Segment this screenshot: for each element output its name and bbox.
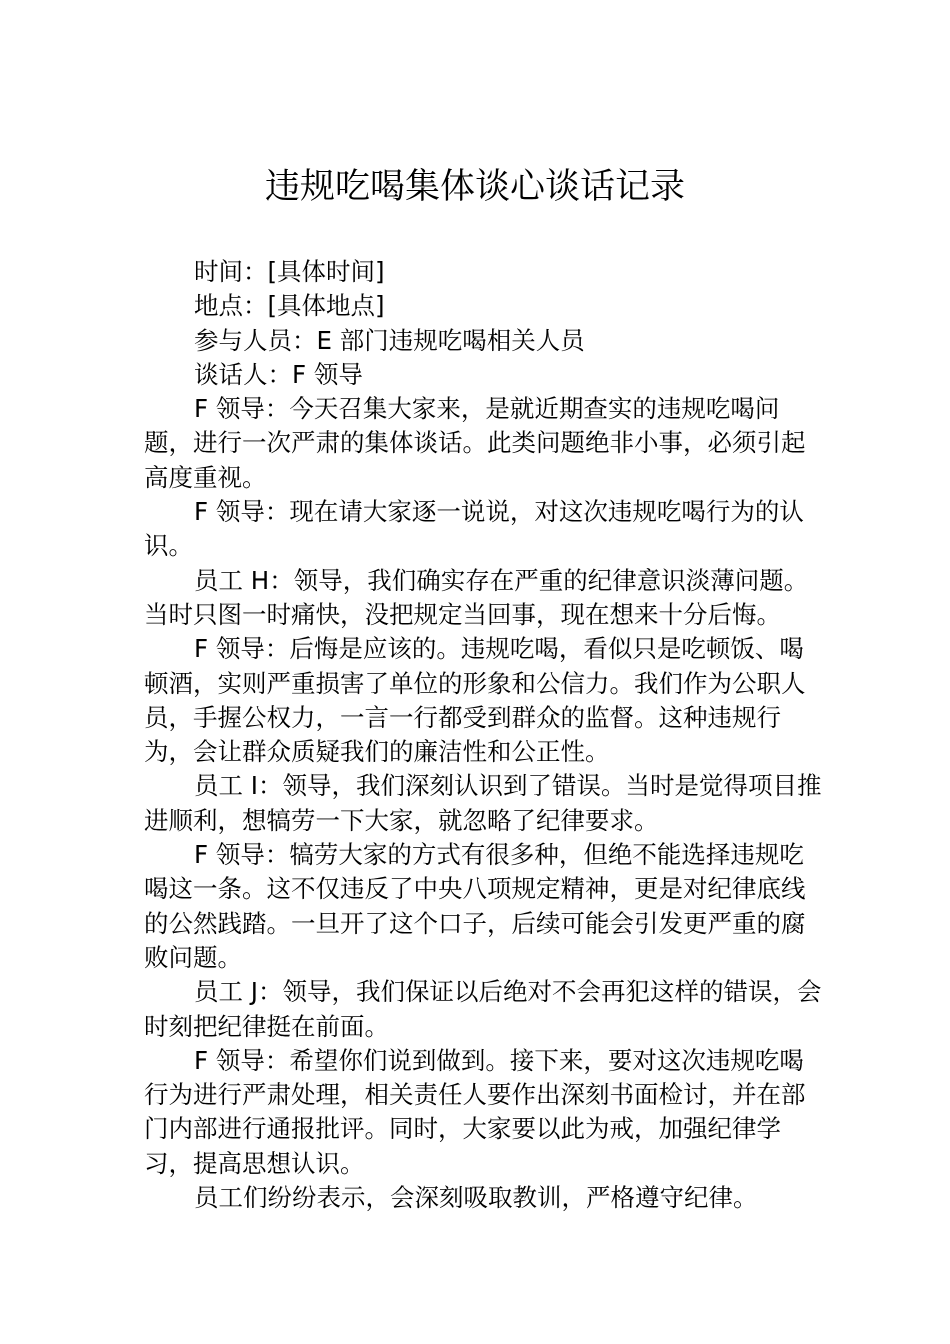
meta-participants: 参与人员：E 部门违规吃喝相关人员 [194, 325, 585, 355]
meta-time: 时间：[具体时间] [194, 257, 385, 286]
paragraph: F 领导：今天召集大家来，是就近期查实的违规吃喝问题，进行一次严肃的集体谈话。此类问题绝非小事，必须引起高度重视。 [144, 394, 806, 492]
document-title: 违规吃喝集体谈心谈话记录 [264, 167, 685, 207]
paragraph: 员工们纷纷表示，会深刻吸取教训，严格遵守纪律。 [194, 1183, 758, 1213]
meta-location: 地点：[具体地点] [194, 291, 385, 321]
paragraph: F 领导：希望你们说到做到。接下来，要对这次违规吃喝行为进行严肃处理，相关责任人要作出深刻书面检讨，并在部门内部进行通报批评。同时，大家要以此为戒，加强纪律学习，提高思想认识。 [144, 1045, 806, 1178]
document-body [144, 255, 824, 1215]
paragraph: F 领导：犒劳大家的方式有很多种，但绝不能选择违规吃喝这一条。这不仅违反了中央八项规定精神，更是对纪律底线的公然践踏。一旦开了这个口子，后续可能会引发更严重的腐败问题。 [144, 840, 806, 972]
meta-interviewer: 谈话人：F 领导 [194, 359, 363, 389]
paragraph: F 领导：后悔是应该的。违规吃喝，看似只是吃顿饭、喝顿酒，实则严重损害了单位的形象和公信力。我们作为公职人员，手握公权力，一言一行都受到群众的监督。这种违规行为，会让群众质疑我们的廉洁性和公正性。 [144, 634, 806, 767]
paragraph: 员工 H：领导，我们确实存在严重的纪律意识淡薄问题。当时只图一时痛快，没把规定当回事，现在想来十分后悔。 [144, 565, 809, 629]
paragraph: 员工 J：领导，我们保证以后绝对不会再犯这样的错误，会时刻把纪律挺在前面。 [144, 977, 822, 1041]
paragraph: 员工 I：领导，我们深刻认识到了错误。当时是觉得项目推进顺利，想犒劳一下大家，就忽略了纪律要求。 [144, 771, 822, 835]
paragraph: F 领导：现在请大家逐一说说，对这次违规吃喝行为的认识。 [144, 497, 804, 561]
